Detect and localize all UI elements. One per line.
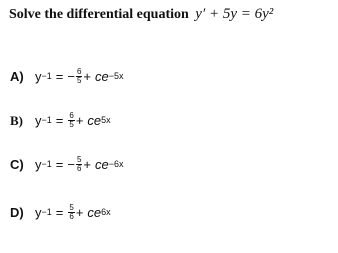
lhs-var: y [35,113,42,128]
equals-sign: = [55,205,64,220]
minus-sign: − [67,157,75,172]
fraction-denominator: 5 [76,76,82,85]
fraction-numerator: 5 [76,155,82,164]
lhs-var: y [35,205,42,220]
fraction [68,204,74,221]
constant-term: ce [87,113,102,128]
plus-sign: + [83,69,91,84]
constant-term: ce [95,157,109,172]
fraction [76,68,82,85]
exponent: 5x [101,114,111,125]
lhs-exponent: −1 [41,206,52,217]
fraction-numerator: 5 [69,203,74,212]
exponent: −6x [108,158,124,169]
equals-sign: = [55,157,64,172]
lhs-var: y [35,69,42,84]
lhs-exponent: −1 [41,114,52,125]
question-equation: y′ + 5y = 6y² [195,6,274,22]
constant-term: ce [95,69,109,84]
equals-sign: = [55,69,64,84]
equals-sign: = [55,113,64,128]
lhs-var: y [35,157,42,172]
choice-c[interactable] [10,156,124,173]
fraction-numerator: 6 [76,67,82,76]
fraction-numerator: 6 [69,111,74,120]
choice-label: C) [10,157,24,172]
choice-expression [35,68,124,85]
choice-expression [35,112,111,129]
choice-a[interactable] [10,68,124,85]
minus-sign: − [67,69,75,84]
choice-label: D) [10,205,24,220]
plus-sign: + [83,157,91,172]
exponent: −5x [108,70,124,81]
choice-expression [35,204,111,221]
question-prefix: Solve the differential equation [9,7,189,22]
lhs-exponent: −1 [41,158,52,169]
choice-d[interactable] [10,204,111,221]
choice-label: B) [10,112,23,128]
fraction-denominator: 5 [69,120,74,129]
constant-term: ce [87,205,102,220]
choice-label: A) [10,69,24,84]
question-text [9,6,273,23]
lhs-exponent: −1 [41,70,52,81]
fraction [76,156,82,173]
plus-sign: + [75,205,84,220]
plus-sign: + [75,113,84,128]
choice-b[interactable] [10,112,111,129]
choice-expression [35,156,124,173]
fraction-denominator: 6 [69,212,74,221]
exponent: 6x [101,206,111,217]
fraction-denominator: 6 [76,164,82,173]
fraction [68,112,74,129]
